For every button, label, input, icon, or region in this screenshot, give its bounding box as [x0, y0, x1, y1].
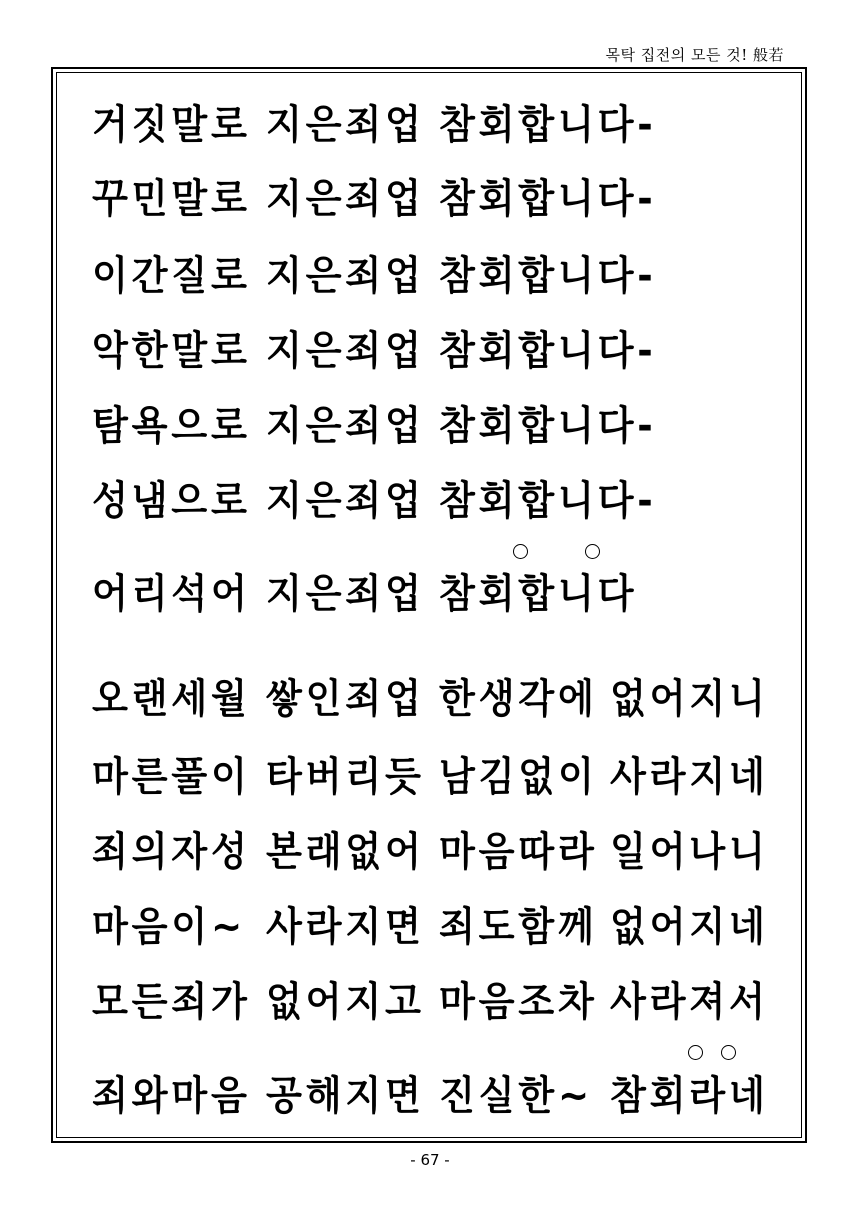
verse-phrase: 지은죄업 [266, 253, 425, 299]
verse-phrase: 타버리듯 [266, 754, 425, 800]
verse-phrase: 참회합니다 [439, 571, 638, 617]
verse-phrase: 성냄으로 [92, 478, 251, 524]
verse-phrase: 죄도함께 [439, 904, 598, 950]
verse-line [0, 1064, 860, 1124]
verse-phrase: 참회합니다- [439, 176, 657, 222]
verse-line [0, 745, 860, 805]
verse-phrase: 지은죄업 [266, 403, 425, 449]
verse-phrase: 악한말로 [92, 328, 251, 374]
verse-phrase: 거짓말로 [92, 102, 251, 148]
verse-phrase: 이간질로 [92, 253, 251, 299]
verse-line [0, 394, 860, 454]
verse-phrase: 쌓인죄업 [266, 676, 425, 722]
verse-phrase: 참회합니다- [439, 253, 657, 299]
page-number: - 67 - [410, 1151, 450, 1169]
verse-phrase: 없어지니 [610, 676, 769, 722]
verse-phrase: 일어나니 [610, 829, 769, 875]
verse-phrase: 없어지네 [610, 904, 769, 950]
verse-phrase: 지은죄업 [266, 102, 425, 148]
verse-phrase: 참회합니다- [439, 328, 657, 374]
verse-line [0, 970, 860, 1030]
verse-line [0, 667, 860, 727]
verse-phrase: 참회합니다- [439, 478, 657, 524]
verse-phrase: 없어지고 [266, 979, 425, 1025]
verse-phrase: 공해지면 [266, 1073, 425, 1119]
verse-phrase: 죄와마음 [92, 1073, 251, 1119]
verse-line [0, 319, 860, 379]
verse-phrase: 사라져서 [610, 979, 769, 1025]
verse-phrase: 참회라네 [610, 1073, 769, 1119]
verse-phrase: 지은죄업 [266, 478, 425, 524]
beat-mark-circle [585, 544, 600, 559]
verse-phrase: 죄의자성 [92, 829, 251, 875]
verse-phrase: 한생각에 [439, 676, 598, 722]
verse-phrase: 마음이~ [92, 904, 246, 950]
verse-phrase: 참회합니다- [439, 102, 657, 148]
verse-phrase: 참회합니다- [439, 403, 657, 449]
verse-phrase: 사라지면 [266, 904, 425, 950]
beat-mark-circle [513, 544, 528, 559]
verse-phrase: 어리석어 [92, 571, 251, 617]
verse-phrase: 본래없어 [266, 829, 425, 875]
verse-phrase: 남김없이 [439, 754, 598, 800]
verse-phrase: 꾸민말로 [92, 176, 251, 222]
verse-phrase: 마음조차 [439, 979, 598, 1025]
verse-line [0, 469, 860, 529]
beat-mark-circle [688, 1045, 703, 1060]
verse-line [0, 93, 860, 153]
verse-phrase: 진실한~ [439, 1073, 593, 1119]
verse-phrase: 탐욕으로 [92, 403, 251, 449]
verse-phrase: 지은죄업 [266, 328, 425, 374]
verse-phrase: 사라지네 [610, 754, 769, 800]
verse-phrase: 지은죄업 [266, 176, 425, 222]
verse-line [0, 562, 860, 622]
verse-phrase: 오랜세월 [92, 676, 251, 722]
verse-line [0, 244, 860, 304]
verse-phrase: 마른풀이 [92, 754, 251, 800]
verse-phrase: 지은죄업 [266, 571, 425, 617]
verse-phrase: 마음따라 [439, 829, 598, 875]
page-header: 목탁 집전의 모든 것! 般若 [605, 46, 784, 64]
verse-line [0, 820, 860, 880]
beat-mark-circle [721, 1045, 736, 1060]
verse-phrase: 모든죄가 [92, 979, 251, 1025]
verse-line [0, 167, 860, 227]
verse-line [0, 895, 860, 955]
